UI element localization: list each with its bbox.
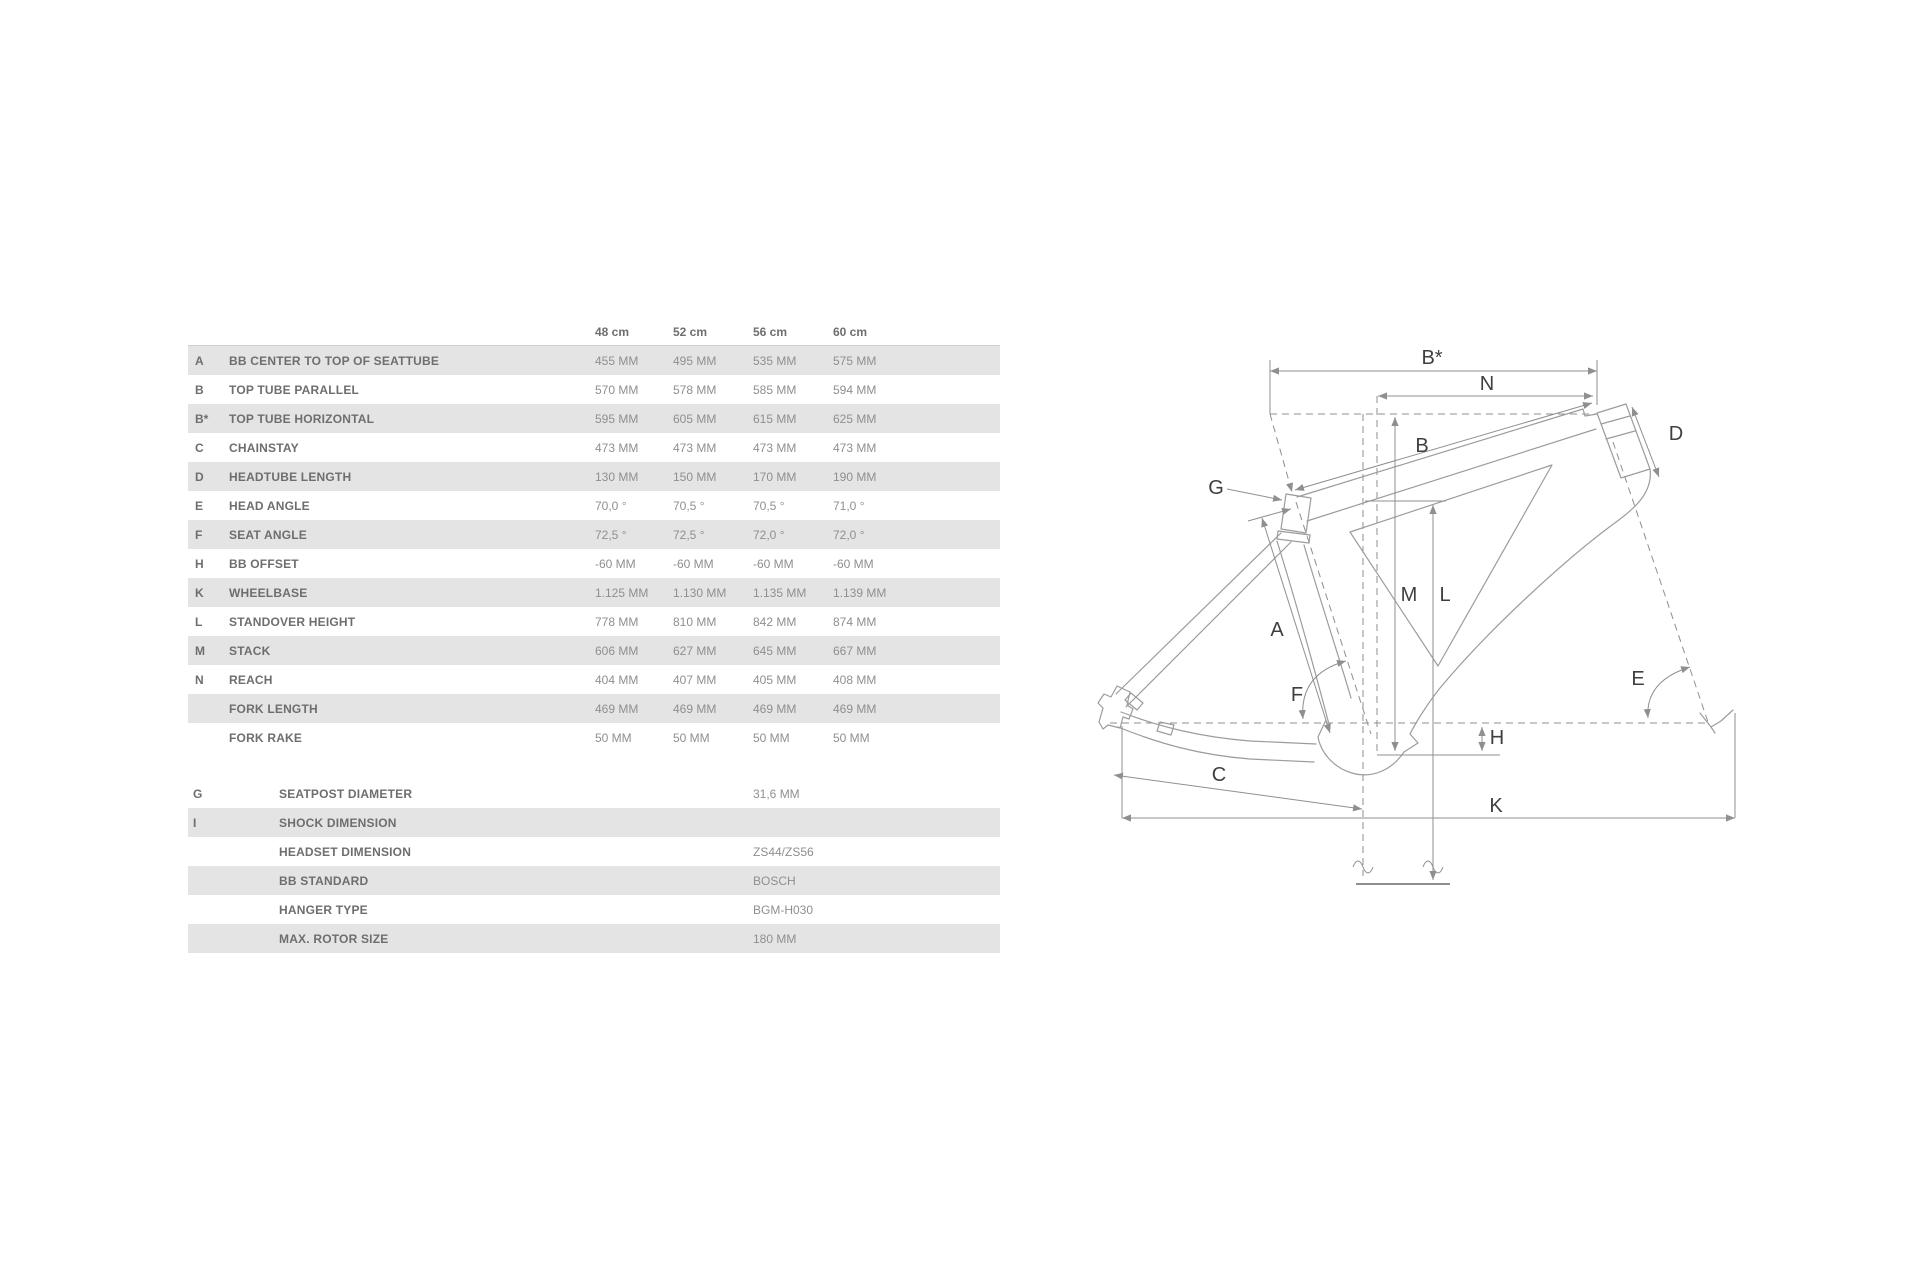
row-value: 455 MM [595,353,639,368]
chain-stay [1118,712,1316,762]
row-label: REACH [229,672,273,687]
row-label: CHAINSTAY [229,440,299,455]
row-value: 50 MM [673,730,710,745]
dim-label-b-star: B* [1421,347,1443,369]
row-value: 404 MM [595,672,639,687]
row-key: K [195,585,204,600]
row-value: 1.135 MM [753,585,807,600]
spec-label: MAX. ROTOR SIZE [279,931,389,946]
seat-axis-extension [1270,414,1292,492]
row-value: 495 MM [673,353,717,368]
dim-b-star [1270,347,1597,414]
dim-label-k: K [1489,795,1503,817]
row-value: 469 MM [673,701,717,716]
row-value: 605 MM [673,411,717,426]
dim-label-m: M [1400,584,1418,606]
row-value: 70,0 ° [595,498,627,513]
dim-f [1291,661,1346,719]
row-value: 874 MM [833,614,877,629]
row-label: TOP TUBE PARALLEL [229,382,360,397]
row-value: 469 MM [833,701,877,716]
row-value: -60 MM [753,556,794,571]
row-label: HEADTUBE LENGTH [229,469,352,484]
row-label: HEAD ANGLE [229,498,310,513]
spec-value: BOSCH [753,873,796,888]
row-label: BB OFFSET [229,556,299,571]
row-value: 50 MM [833,730,870,745]
dim-g-diameter [1248,509,1291,521]
row-value: 535 MM [753,353,797,368]
row-key: C [195,440,204,455]
dim-e [1631,667,1690,718]
row-value: 50 MM [753,730,790,745]
dim-label-f: F [1290,684,1304,706]
row-value: -60 MM [833,556,874,571]
row-key: B* [195,411,209,426]
row-key: F [195,527,203,542]
seat-post [1277,494,1311,543]
row-key: L [195,614,203,629]
dim-label-n: N [1479,373,1495,395]
row-value: 469 MM [753,701,797,716]
head-tube-axis [1613,442,1708,722]
row-value: -60 MM [673,556,714,571]
dimension-lines [1114,347,1735,884]
spec-label: HANGER TYPE [279,902,368,917]
dim-g-leader [1227,489,1282,500]
down-tube-and-motor [1318,469,1650,775]
dim-label-h: H [1489,727,1505,749]
row-value: 615 MM [753,411,797,426]
row-value: 190 MM [833,469,877,484]
spec-key: G [193,786,203,801]
row-value: 170 MM [753,469,797,484]
dim-c-line [1114,775,1362,809]
row-key: A [195,353,204,368]
spec-key: I [193,815,197,830]
row-value: -60 MM [595,556,636,571]
row-value: 407 MM [673,672,717,687]
dim-h [1377,727,1504,755]
spec-label: SHOCK DIMENSION [279,815,397,830]
row-value: 70,5 ° [673,498,705,513]
row-value: 70,5 ° [753,498,785,513]
row-label: STANDOVER HEIGHT [229,614,356,629]
row-value: 150 MM [673,469,717,484]
row-value: 606 MM [595,643,639,658]
dim-label-a: A [1270,619,1284,641]
dim-label-g: G [1208,477,1224,499]
spec-label: HEADSET DIMENSION [279,844,412,859]
row-value: 408 MM [833,672,877,687]
row-value: 627 MM [673,643,717,658]
size-column-header: 52 cm [673,324,708,339]
row-label: BB CENTER TO TOP OF SEATTUBE [229,353,440,368]
row-value: 778 MM [595,614,639,629]
front-dropout [1700,710,1733,733]
row-value: 405 MM [753,672,797,687]
row-value: 130 MM [595,469,639,484]
dim-m [1395,417,1417,751]
row-value: 570 MM [595,382,639,397]
dim-label-e: E [1631,668,1645,690]
size-column-header: 48 cm [595,324,630,339]
dim-c [1114,764,1362,809]
row-value: 585 MM [753,382,797,397]
row-label: FORK LENGTH [229,701,318,716]
row-value: 473 MM [673,440,717,455]
row-value: 575 MM [833,353,877,368]
row-value: 50 MM [595,730,632,745]
row-key: D [195,469,204,484]
row-value: 842 MM [753,614,797,629]
row-label: TOP TUBE HORIZONTAL [229,411,375,426]
row-value: 1.125 MM [595,585,649,600]
row-label: STACK [229,643,271,658]
row-value: 625 MM [833,411,877,426]
head-tube [1597,404,1650,478]
dim-label-l: L [1439,584,1451,606]
row-label: FORK RAKE [229,730,303,745]
row-value: 594 MM [833,382,877,397]
row-label: WHEELBASE [229,585,308,600]
frame-window [1350,465,1552,666]
row-value: 667 MM [833,643,877,658]
dim-n [1378,373,1593,396]
row-key: B [195,382,204,397]
spec-value: ZS44/ZS56 [753,844,814,859]
dim-e-arc [1648,667,1690,718]
seat-tube [1277,541,1351,728]
row-label: SEAT ANGLE [229,527,308,542]
row-value: 578 MM [673,382,717,397]
row-value: 595 MM [595,411,639,426]
row-value: 1.139 MM [833,585,887,600]
dim-label-b: B [1415,435,1429,457]
seat-stay [1116,533,1291,710]
row-value: 71,0 ° [833,498,865,513]
row-value: 810 MM [673,614,717,629]
row-value: 72,5 ° [673,527,705,542]
row-value: 1.130 MM [673,585,727,600]
dim-f-arc [1303,661,1346,719]
break-symbols [1353,861,1450,884]
row-value: 473 MM [833,440,877,455]
row-key: E [195,498,204,513]
row-key: H [195,556,204,571]
spec-value: 180 MM [753,931,797,946]
row-key: N [195,672,204,687]
dim-d-line [1632,407,1659,477]
dim-label-d: D [1668,423,1684,445]
spec-value: BGM-H030 [753,902,814,917]
row-value: 72,0 ° [753,527,785,542]
size-column-header: 60 cm [833,324,868,339]
construction-lines [1110,396,1708,876]
row-value: 72,0 ° [833,527,865,542]
row-value: 645 MM [753,643,797,658]
row-value: 469 MM [595,701,639,716]
seat-tube-axis [1296,502,1371,734]
dim-g [1208,477,1291,521]
size-column-header: 56 cm [753,324,788,339]
row-value: 473 MM [595,440,639,455]
spec-label: BB STANDARD [279,873,369,888]
dim-label-c: C [1211,764,1227,786]
spec-label: SEATPOST DIAMETER [279,786,413,801]
row-value: 473 MM [753,440,797,455]
spec-value: 31,6 MM [753,786,800,801]
row-key: M [195,643,205,658]
row-value: 72,5 ° [595,527,627,542]
